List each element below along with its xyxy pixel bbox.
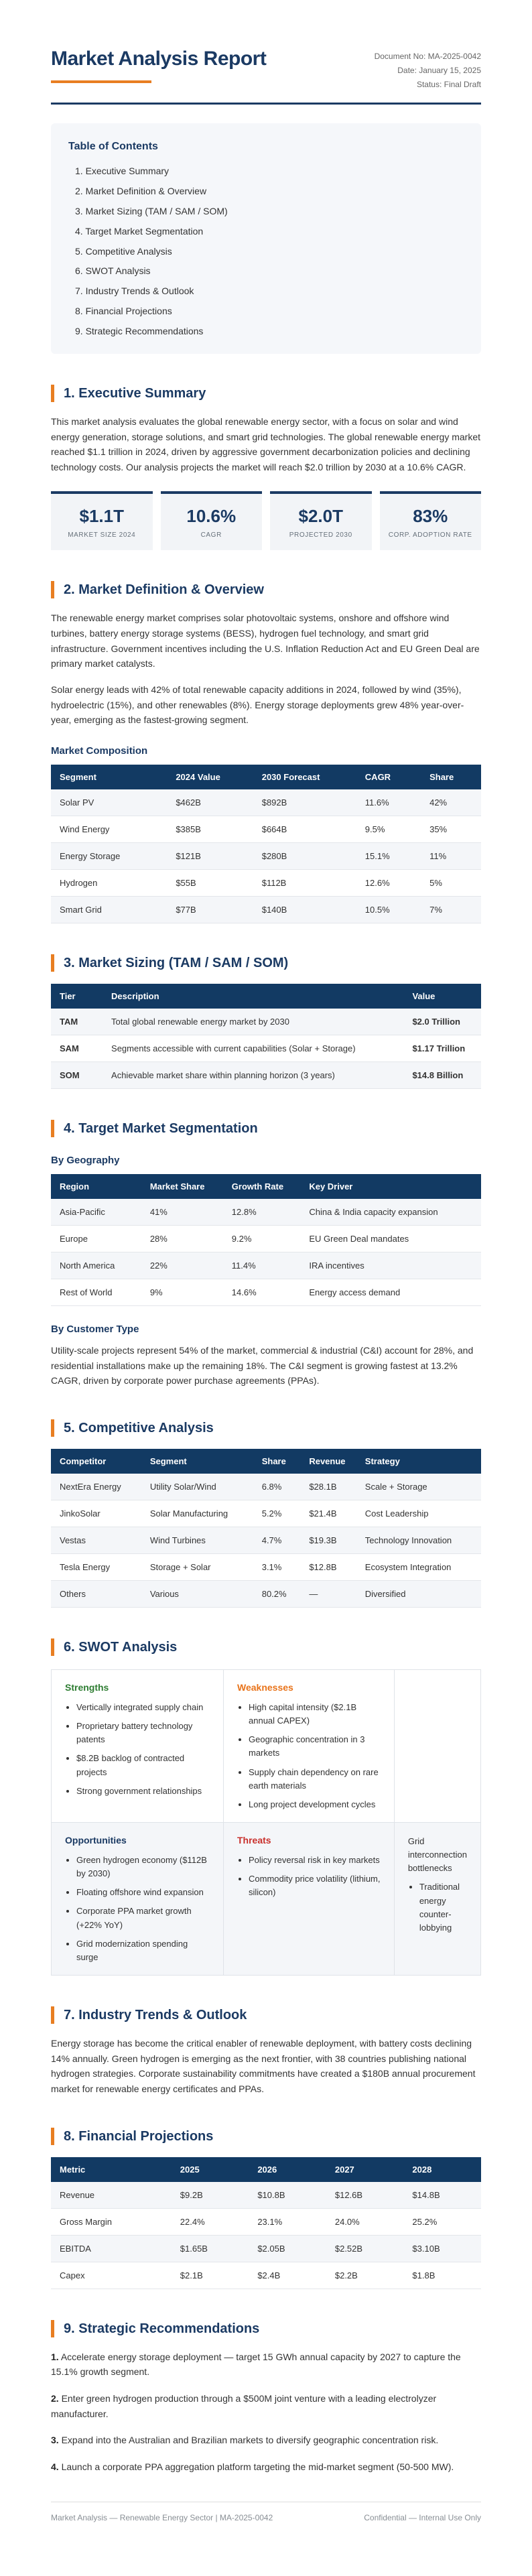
swot-weaknesses-title: Weaknesses [237,1682,293,1693]
table-row [51,1062,481,1089]
market-definition-paragraph-1: The renewable energy market comprises solar photovoltaic systems, onshore and offshore wind turbines, battery energy storage systems (BESS), hydrogen fuel technology, and smart grid infrastructure. Government incentives including the U.S. Inflation Reduction Act and EU Green Deal are primary market catalysts. [51,613,480,669]
cell: $280B [253,843,356,870]
table-row [51,870,481,897]
cell: 3.1% [253,1554,301,1581]
cell: Cost Leadership [356,1500,481,1527]
swot-item: • Supply chain dependency on rare earth materials [249,1766,381,1793]
stat-label: CORP. ADOPTION RATE [388,531,472,539]
toc-item-5: 5. Competitive Analysis [75,245,172,257]
cell: $121B [167,843,253,870]
cell: Europe [51,1226,141,1252]
cell: 11.4% [223,1252,301,1279]
cell: China & India capacity expansion [300,1199,481,1226]
swot-item: • Green hydrogen economy ($112B by 2030) [76,1854,210,1880]
stat-adoption [380,491,482,551]
swot-opportunities-list [65,1854,210,1964]
table-row [51,1500,481,1527]
section-heading-executive-summary: 1. Executive Summary [51,385,481,402]
swot-item: • Geographic concentration in 3 markets [249,1733,381,1760]
cell: 6.8% [253,1474,301,1500]
cell: Segments accessible with current capabilities (Solar + Storage) [103,1035,403,1062]
section-heading-market-definition: 2. Market Definition & Overview [51,581,481,598]
swot-opportunities-title: Opportunities [65,1835,127,1846]
cell: Storage + Solar [141,1554,253,1581]
stat-cagr [161,491,263,551]
table-row [51,1226,481,1252]
cell: 9.2% [223,1226,301,1252]
cell: $2.0 Trillion [403,1009,481,1035]
toc-item-6: 6. SWOT Analysis [75,265,151,277]
recommendation-number: 3. [51,2435,59,2446]
table-row [51,2182,481,2209]
column-header: Competitor [51,1449,141,1474]
table-row [51,816,481,843]
section-heading-financial: 8. Financial Projections [51,2128,481,2145]
cell: 4.7% [253,1527,301,1554]
table-row [51,789,481,816]
cell: 11.6% [356,789,421,816]
doc-date: Date: January 15, 2025 [397,66,481,75]
recommendation-3 [51,2433,481,2448]
subheading-market-composition: Market Composition [51,745,148,757]
column-header: Description [103,984,403,1009]
cell: 35% [421,816,481,843]
cell: $1.17 Trillion [403,1035,481,1062]
cell: 9% [141,1279,223,1306]
title-block [51,47,266,83]
column-header: CAGR [356,765,421,789]
doc-meta [375,47,481,92]
cell: $3.10B [403,2235,481,2262]
column-header: 2025 [172,2157,249,2182]
cell: 12.8% [223,1199,301,1226]
cell: $2.2B [326,2262,404,2289]
stat-value: $1.1T [79,505,124,526]
doc-number: Document No: MA-2025-0042 [374,52,481,61]
swot-item: • High capital intensity ($2.1B annual CAPEX) [249,1701,381,1728]
table-row [51,2262,481,2289]
table-row [51,1279,481,1306]
column-header: 2024 Value [167,765,253,789]
swot-strengths-list [65,1701,210,1798]
cell: Utility Solar/Wind [141,1474,253,1500]
market-sizing-table [51,984,481,1089]
cell: Vestas [51,1527,141,1554]
competitive-table [51,1449,481,1608]
cell: Total global renewable energy market by 2030 [103,1009,403,1035]
swot-item: • Strong government relationships [76,1785,210,1798]
swot-item: • Corporate PPA market growth (+22% YoY) [76,1905,210,1931]
cell: SOM [51,1062,103,1089]
cell: $892B [253,789,356,816]
table-row [51,843,481,870]
column-header: Region [51,1174,141,1199]
cell: 7% [421,897,481,923]
table-row [51,1035,481,1062]
stat-label: PROJECTED 2030 [289,531,352,539]
cell: $9.2B [172,2182,249,2209]
column-header: 2026 [249,2157,326,2182]
cell: SAM [51,1035,103,1062]
stat-market-size [51,491,153,551]
table-row [51,2235,481,2262]
cell: EBITDA [51,2235,172,2262]
swot-threats-title: Threats [237,1835,271,1846]
swot-item: • $8.2B backlog of contracted projects [76,1752,210,1779]
cell: Various [141,1581,253,1608]
doc-status: Status: Final Draft [416,80,481,89]
swot-empty-cell [394,1670,480,1822]
swot-opportunities-cell [52,1822,223,1975]
section-heading-competitive: 5. Competitive Analysis [51,1419,481,1437]
toc-item-3: 3. Market Sizing (TAM / SAM / SOM) [75,205,228,216]
toc-list [68,165,461,338]
cell: Technology Innovation [356,1527,481,1554]
swot-item: • Vertically integrated supply chain [76,1701,210,1714]
table-of-contents-panel [51,123,481,354]
market-composition-table [51,765,481,923]
cell: 42% [421,789,481,816]
stats-row [51,491,481,551]
cell: JinkoSolar [51,1500,141,1527]
cell: $14.8 Billion [403,1062,481,1089]
swot-threats-overflow-cell [394,1822,480,1975]
cell: Others [51,1581,141,1608]
cell: 25.2% [403,2208,481,2235]
table-row [51,1474,481,1500]
doc-footer [51,2502,481,2522]
cell: 11% [421,843,481,870]
swot-item: • Traditional energy counter-lobbying [419,1880,467,1935]
table-header-row [51,1449,481,1474]
cell: 14.6% [223,1279,301,1306]
stat-label: CAGR [200,531,222,539]
financial-projections-table [51,2157,481,2289]
toc-item-2: 2. Market Definition & Overview [75,185,207,196]
cell: NextEra Energy [51,1474,141,1500]
subheading-by-geography: By Geography [51,1155,120,1166]
cell: $12.8B [300,1554,356,1581]
swot-item: • Policy reversal risk in key markets [249,1854,381,1867]
cell: Scale + Storage [356,1474,481,1500]
stat-label: MARKET SIZE 2024 [68,531,136,539]
recommendation-number: 4. [51,2461,59,2473]
cell: 5% [421,870,481,897]
footer-right-text: Confidential — Internal Use Only [364,2512,481,2522]
stat-value: $2.0T [298,505,343,526]
cell: Ecosystem Integration [356,1554,481,1581]
swot-strengths-cell [52,1670,223,1822]
cell: $12.6B [326,2182,404,2209]
cell: 24.0% [326,2208,404,2235]
cell: $2.1B [172,2262,249,2289]
swot-threats-cell [223,1822,394,1975]
recommendation-text: Enter green hydrogen production through a $500M joint venture with a leading electrolyzer manufacturer. [51,2393,437,2419]
toc-item-7: 7. Industry Trends & Outlook [75,285,194,297]
cell: Solar Manufacturing [141,1500,253,1527]
recommendation-1 [51,2349,481,2380]
stat-projected [270,491,372,551]
table-row [51,1527,481,1554]
column-header: Share [421,765,481,789]
geography-table [51,1174,481,1306]
swot-item: • Floating offshore wind expansion [76,1886,210,1899]
column-header: Key Driver [300,1174,481,1199]
section-heading-swot: 6. SWOT Analysis [51,1638,481,1656]
subheading-by-customer-type: By Customer Type [51,1324,139,1335]
cell: $55B [167,870,253,897]
swot-threats-list [237,1854,381,1899]
cell: $140B [253,897,356,923]
toc-item-9: 9. Strategic Recommendations [75,326,204,337]
cell: EU Green Deal mandates [300,1226,481,1252]
cell: Achievable market share within planning horizon (3 years) [103,1062,403,1089]
page-title: Market Analysis Report [51,48,267,70]
column-header: Value [403,984,481,1009]
cell: Asia-Pacific [51,1199,141,1226]
cell: Tesla Energy [51,1554,141,1581]
column-header: Market Share [141,1174,223,1199]
table-row [51,1554,481,1581]
toc-item-4: 4. Target Market Segmentation [75,225,204,237]
cell: 5.2% [253,1500,301,1527]
cell: 15.1% [356,843,421,870]
table-row [51,1581,481,1608]
recommendation-text: Expand into the Australian and Brazilian markets to diversify geographic concentration risk. [61,2435,439,2446]
column-header: Strategy [356,1449,481,1474]
cell: $2.52B [326,2235,404,2262]
recommendation-number: 2. [51,2393,59,2404]
column-header: Metric [51,2157,172,2182]
cell: IRA incentives [300,1252,481,1279]
cell: Revenue [51,2182,172,2209]
cell: $664B [253,816,356,843]
recommendation-text: Launch a corporate PPA aggregation platform targeting the mid-market segment (50-500 MW). [61,2461,454,2473]
cell: $462B [167,789,253,816]
section-heading-industry-trends: 7. Industry Trends & Outlook [51,2006,481,2024]
column-header: 2027 [326,2157,404,2182]
swot-item: • Grid modernization spending surge [76,1937,210,1964]
cell: North America [51,1252,141,1279]
industry-trends-paragraph: Energy storage has become the critical enabler of renewable deployment, with battery costs declining 14% annually. Green hydrogen is emerging as the next frontier, with 38 countries publishing national hydrogen strategies. Corporate sustainability commitments have created a $180B annual procurement market for renewable energy certificates and PPAs. [51,2037,476,2094]
cell: 28% [141,1226,223,1252]
toc-item-1: 1. Executive Summary [75,166,170,176]
column-header: Tier [51,984,103,1009]
table-header-row [51,765,481,789]
table-row [51,2208,481,2235]
table-row [51,1199,481,1226]
table-row [51,1009,481,1035]
toc-title: Table of Contents [68,141,158,152]
cell: Energy Storage [51,843,167,870]
cell: $10.8B [249,2182,326,2209]
executive-summary-paragraph: This market analysis evaluates the global renewable energy sector, with a focus on solar and wind energy generation, storage solutions, and smart grid technologies. The global renewable energy market reached $1.1 trillion in 2024, driven by aggressive government decarbonization policies and declining technology costs. Our analysis projects the market will reach $2.0 trillion by 2030 at a 10.6% CAGR. [51,416,481,473]
cell: Solar PV [51,789,167,816]
column-header: Share [253,1449,301,1474]
column-header: 2030 Forecast [253,765,356,789]
swot-item: • Long project development cycles [249,1798,381,1811]
stat-value: 83% [413,505,448,526]
swot-grid [51,1669,481,1976]
cell: 9.5% [356,816,421,843]
cell: TAM [51,1009,103,1035]
cell: $21.4B [300,1500,356,1527]
column-header: Revenue [300,1449,356,1474]
cell: Energy access demand [300,1279,481,1306]
header-divider [51,103,481,105]
cell: Hydrogen [51,870,167,897]
cell: Diversified [356,1581,481,1608]
swot-item: • Proprietary battery technology patents [76,1720,210,1746]
cell: $19.3B [300,1527,356,1554]
cell: 22% [141,1252,223,1279]
stat-value: 10.6% [186,505,237,526]
table-row [51,897,481,923]
column-header: Segment [141,1449,253,1474]
swot-overflow-list [408,1880,467,1935]
swot-overflow-text: Grid interconnection bottlenecks [407,1836,467,1874]
cell: 22.4% [172,2208,249,2235]
swot-weaknesses-cell [223,1670,394,1822]
section-heading-recommendations: 9. Strategic Recommendations [51,2320,481,2337]
doc-header [51,47,481,92]
swot-item: • Commodity price volatility (lithium, silicon) [249,1872,381,1899]
cell: $385B [167,816,253,843]
cell: $1.8B [403,2262,481,2289]
section-heading-market-sizing: 3. Market Sizing (TAM / SAM / SOM) [51,954,481,972]
cell: 10.5% [356,897,421,923]
toc-item-8: 8. Financial Projections [75,306,172,317]
recommendation-text: Accelerate energy storage deployment — target 15 GWh annual capacity by 2027 to capture the 15.1% growth segment. [51,2351,461,2378]
cell: Gross Margin [51,2208,172,2235]
column-header: Segment [51,765,167,789]
swot-weaknesses-list [237,1701,381,1811]
footer-left-text: Market Analysis — Renewable Energy Sector | MA-2025-0042 [51,2512,273,2522]
column-header: 2028 [403,2157,481,2182]
cell: Wind Turbines [141,1527,253,1554]
recommendation-4 [51,2459,481,2475]
cell: $1.65B [172,2235,249,2262]
cell: — [300,1581,356,1608]
cell: 80.2% [253,1581,301,1608]
cell: $14.8B [403,2182,481,2209]
table-header-row [51,1174,481,1199]
cell: Rest of World [51,1279,141,1306]
customer-type-paragraph: Utility-scale projects represent 54% of the market, commercial & industrial (C&I) account for 28%, and residential installations make up the remaining 18%. The C&I segment is growing fastest at 13.2% CAGR, driven by corporate power purchase agreements (PPAs). [51,1345,474,1387]
cell: Capex [51,2262,172,2289]
cell: $77B [167,897,253,923]
cell: $28.1B [300,1474,356,1500]
title-accent-bar [51,80,151,83]
cell: Smart Grid [51,897,167,923]
cell: $2.05B [249,2235,326,2262]
cell: Wind Energy [51,816,167,843]
recommendation-number: 1. [51,2351,59,2362]
cell: 12.6% [356,870,421,897]
table-row [51,1252,481,1279]
market-definition-paragraph-2: Solar energy leads with 42% of total renewable capacity additions in 2024, followed by wind (35%), hydroelectric (15%), and other renewables (8%). Energy storage deployments grew 48% year-over-year, emerging as the fastest-growing segment. [51,684,464,726]
cell: $112B [253,870,356,897]
column-header: Growth Rate [223,1174,301,1199]
recommendation-2 [51,2391,481,2421]
cell: $2.4B [249,2262,326,2289]
swot-strengths-title: Strengths [65,1682,109,1693]
cell: 41% [141,1199,223,1226]
section-heading-segmentation: 4. Target Market Segmentation [51,1120,481,1137]
cell: 23.1% [249,2208,326,2235]
table-header-row [51,2157,481,2182]
table-header-row [51,984,481,1009]
